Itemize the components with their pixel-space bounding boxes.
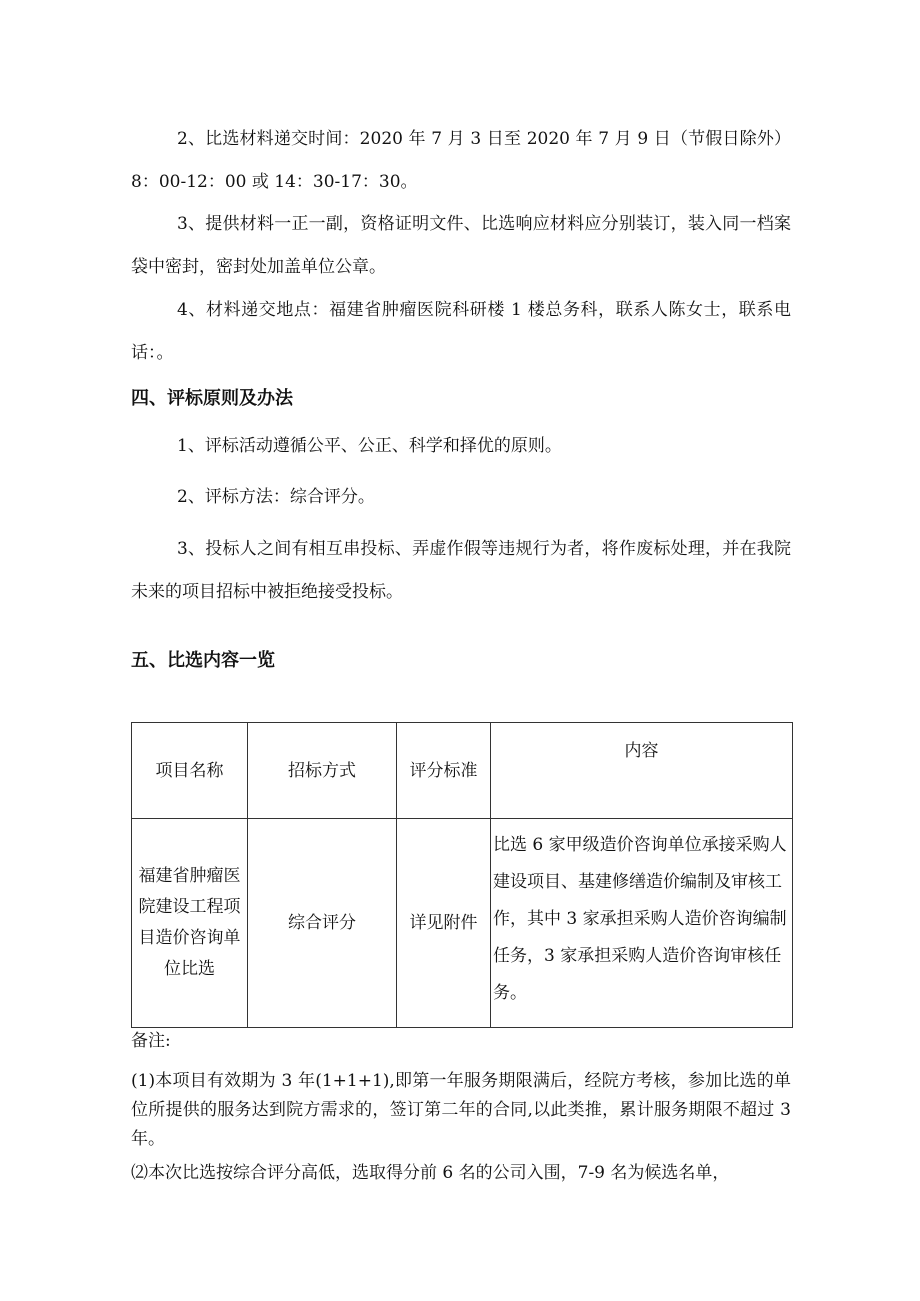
- section-4-heading: 四、评标原则及办法: [131, 388, 293, 409]
- header-bid-method: 招标方式: [248, 723, 397, 819]
- header-content: 内容: [491, 723, 793, 819]
- section-4-item: 1、评标活动遵循公平、公正、科学和择优的原则。: [177, 436, 562, 456]
- materials-paragraph: 3、提供材料一正一副，资格证明文件、比选响应材料应分别装订，装入同一档案袋中密封，密封处加盖单位公章。: [131, 214, 791, 277]
- notes-label: 备注:: [131, 1031, 171, 1051]
- submission-location-paragraph: 4、材料递交地点：福建省肿瘤医院科研楼 1 楼总务科，联系人陈女士，联系电话：。: [131, 300, 791, 363]
- cell-project-name: 福建省肿瘤医院建设工程项目造价咨询单位比选: [132, 819, 248, 1028]
- bid-content-table: [131, 722, 793, 1028]
- header-project-name: 项目名称: [132, 723, 248, 819]
- note-1: (1)本项目有效期为 3 年(1+1+1),即第一年服务期限满后，经院方考核，参加比选的单位所提供的服务达到院方需求的，签订第二年的合同,以此类推，累计服务期限不超过 3 年。: [131, 1071, 791, 1149]
- section-4-item: 2、评标方法：综合评分。: [177, 487, 375, 507]
- cell-content: 比选 6 家甲级造价咨询单位承接采购人建设项目、基建修缮造价编制及审核工作，其中 3 家承担采购人造价咨询编制任务，3 家承担采购人造价咨询审核任务。: [491, 819, 793, 1028]
- table-header-row: [132, 723, 793, 819]
- section-5-heading: 五、比选内容一览: [131, 650, 275, 671]
- section-4-item: 3、投标人之间有相互串投标、弄虚作假等违规行为者，将作废标处理，并在我院未来的项目招标中被拒绝接受投标。: [131, 539, 791, 602]
- submission-time-paragraph: 2、比选材料递交时间：2020 年 7 月 3 日至 2020 年 7 月 9 日（节假日除外）8：00-12：00 或 14：30-17：30。: [131, 129, 791, 192]
- cell-scoring-standard: 详见附件: [397, 819, 491, 1028]
- cell-bid-method: 综合评分: [248, 819, 397, 1028]
- note-2: ⑵本次比选按综合评分高低，选取得分前 6 名的公司入围，7-9 名为候选名单，: [131, 1163, 730, 1183]
- header-scoring-standard: 评分标准: [397, 723, 491, 819]
- table-row: [132, 819, 793, 1028]
